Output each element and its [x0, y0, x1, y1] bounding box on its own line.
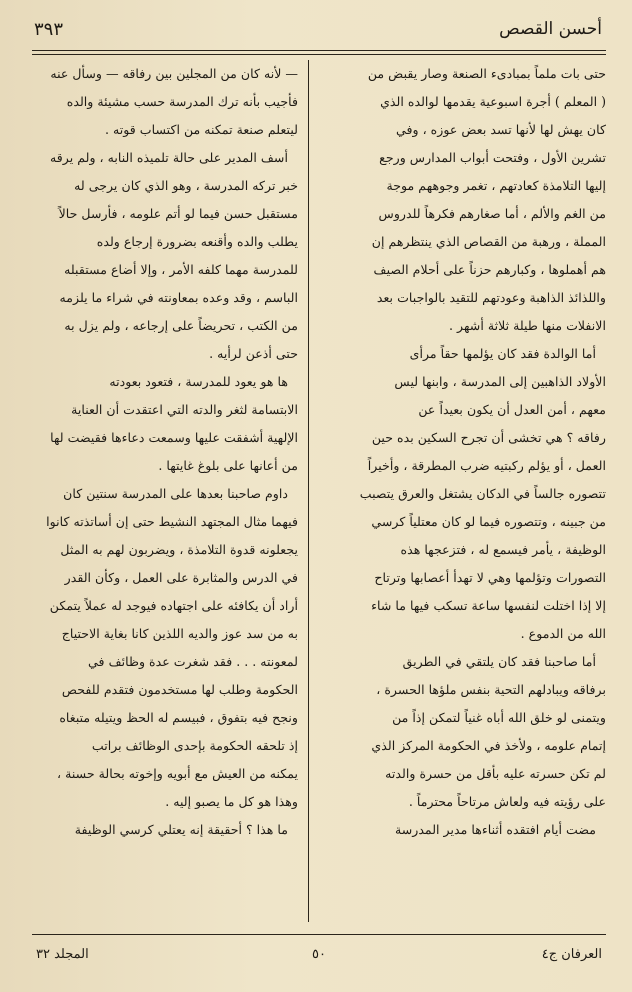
text-line: يمكنه من العيش مع أبويه وإخوته بحالة حسنة ، — [57, 766, 298, 781]
text-line: ما هذا ؟ أحقيقة إنه يعتلي كرسي الوظيفة — [74, 822, 288, 837]
text-line: إتمام علومه ، ولأخذ في الحكومة المركز الذي — [371, 738, 606, 753]
text-column-right — [310, 60, 606, 928]
text-line: العمل ، أو يؤلم ركبتيه ضرب المطرقة ، وأخيراً — [367, 458, 606, 473]
text-line: أما صاحبنا فقد كان يلتقي في الطريق — [402, 654, 596, 669]
running-title: أحسن القصص — [499, 19, 602, 39]
text-line: الانفلات منها طيلة ثلاثة أشهر . — [449, 318, 606, 333]
text-line: تشرين الأول ، وفتحت أبواب المدارس ورجع — [379, 150, 606, 165]
volume-label: المجلد ٣٢ — [36, 946, 89, 962]
text-line: يجعلونه قدوة التلامذة ، ويضربون لهم به المثل — [60, 542, 298, 557]
text-line: برفاقه ويبادلهم التحية بنفس ملؤها الحسرة ، — [376, 682, 606, 697]
text-line: ليتعلم صنعة تمكنه من اكتساب قوته . — [104, 122, 298, 137]
text-line: يطلب والده وأقنعه بضرورة إرجاع ولده — [96, 234, 298, 249]
text-line: ( المعلم ) أجرة اسبوعية يقدمها لوالده الذي — [380, 94, 606, 109]
text-line: أراد أن يكافئه على اجتهاده فيوجد له عملاً يتمكن — [49, 598, 298, 613]
text-line: ويتمنى لو خلق الله أباه غنياً لتمكن إذاً من — [392, 710, 606, 725]
text-line: حتى بات ملماً بمبادىء الصنعة وصار يقبض من — [367, 66, 606, 81]
text-line: التصورات وتؤلمها وهي لا تهدأ أعصابها وترتاح — [374, 570, 606, 585]
text-line: هم أهملوها ، وكبارهم حزناً على أحلام الصيف — [373, 262, 606, 277]
text-line: به من سد عوز والديه اللذين كانا بغاية الاحتياج — [61, 626, 298, 641]
text-line: ونجح فيه بتفوق ، فبيسم له الحظ ويتيله متبغاه — [59, 710, 298, 725]
header-rule — [32, 50, 606, 51]
footer-rule — [32, 934, 606, 935]
text-line: حتى أذعن لرأيه . — [209, 346, 298, 361]
text-line: أما الوالدة فقد كان يؤلمها حقاً مرأى — [409, 346, 596, 361]
text-line: رفاقه ؟ هي تخشى أن تجرح السكين بده حين — [371, 430, 606, 445]
journal-issue: العرفان ج٤ — [541, 946, 602, 962]
text-line: معهم ، أمن العدل أن يكون بعيداً عن — [418, 402, 606, 417]
text-line: كان يهش لها لأنها تسد بعض عوزه ، وفي — [395, 122, 606, 137]
text-line: — لأنه كان من المجلين بين رفاقه — وسأل عنه — [50, 66, 298, 81]
column-divider — [308, 60, 309, 922]
text-line: تتصوره جالساً في الدكان يشتغل والعرق يتصبب — [359, 486, 606, 501]
text-line: خبر تركه المدرسة ، وهو الذي كان يرجى له — [74, 178, 298, 193]
text-line: الباسم ، وقد وعده بمعاونته في شراء ما يلزمه — [59, 290, 298, 305]
text-line: فيهما مثال المجتهد النشيط حتى إن أساتذته كانوا — [46, 514, 298, 529]
text-line: داوم صاحبنا بعدها على المدرسة سنتين كان — [63, 486, 288, 501]
text-line: لم تكن حسرته عليه بأقل من حسرة والدته — [385, 766, 606, 781]
text-line: للمدرسة مهما كلفه الأمر ، وإلا أضاع مستقبله — [64, 262, 298, 277]
text-line: المملة ، ورهبة من القصاص الذي ينتظرهم إن — [371, 234, 606, 249]
text-line: مضت أيام افتقده أثناءها مدير المدرسة — [394, 822, 596, 837]
text-line: فأجيب بأنه ترك المدرسة حسب مشيئة والده — [66, 94, 298, 109]
header-rule-thin — [32, 54, 606, 55]
text-line: أسف المدير على حالة تلميذه النابه ، ولم يرقه — [50, 150, 288, 165]
text-line: في الدرس والمثابرة على العمل ، وكأن القدر — [64, 570, 298, 585]
text-line: الأولاد الذاهبين إلى المدرسة ، وابنها ليس — [394, 374, 606, 389]
text-line: الإلهية أشفقت عليها وسمعت دعاءها فقيضت لها — [50, 430, 298, 445]
text-column-left — [34, 60, 298, 928]
text-line: من جبينه ، وتتصوره فيما لو كان معتلياً كرسي — [371, 514, 606, 529]
page-number: ٣٩٣ — [34, 18, 64, 40]
page-header — [34, 14, 602, 44]
text-line: الوظيفة ، يأمر فيسمع له ، فتزعجها هذه — [400, 542, 606, 557]
text-line: الحكومة وطلب لها مستخدمون فتقدم للفحص — [61, 682, 298, 697]
text-line: من أعانها على بلوغ غايتها . — [158, 458, 298, 473]
text-line: ها هو يعود للمدرسة ، فتعود بعودته — [109, 374, 288, 389]
text-line: مستقبل حسن فيما لو أتم علومه ، فأرسل حالاً — [58, 206, 298, 221]
text-line: من الغم والألم ، أما صغارهم فكرهاً للدروس — [378, 206, 606, 221]
text-line: وهذا هو كل ما يصبو إليه . — [165, 794, 298, 809]
text-line: إلا إذا اختلت لنفسها ساعة تسكب فيها ما شاء — [371, 598, 606, 613]
text-line: الابتسامة لثغر والدته التي اعتقدت أن العناية — [71, 402, 298, 417]
text-line: إليها التلامذة كعادتهم ، تغمر وجوههم موجة — [386, 178, 606, 193]
footer-page-number: ٥٠ — [312, 946, 326, 962]
text-line: على رؤيته فيه ولعاش مرتاحاً محترماً . — [408, 794, 606, 809]
text-line: واللذائذ الذاهبة وعودتهم للتقيد بالواجبات بعد — [376, 290, 606, 305]
text-line: إذ تلحقه الحكومة بإحدى الوظائف براتب — [91, 738, 298, 753]
text-line: الله من الدموع . — [520, 626, 606, 641]
text-line: من الكتب ، تحريضاً على إرجاعه ، ولم يزل به — [64, 318, 298, 333]
text-line: لمعونته . . . فقد شغرت عدة وظائف في — [88, 654, 298, 669]
page-footer — [36, 942, 602, 966]
